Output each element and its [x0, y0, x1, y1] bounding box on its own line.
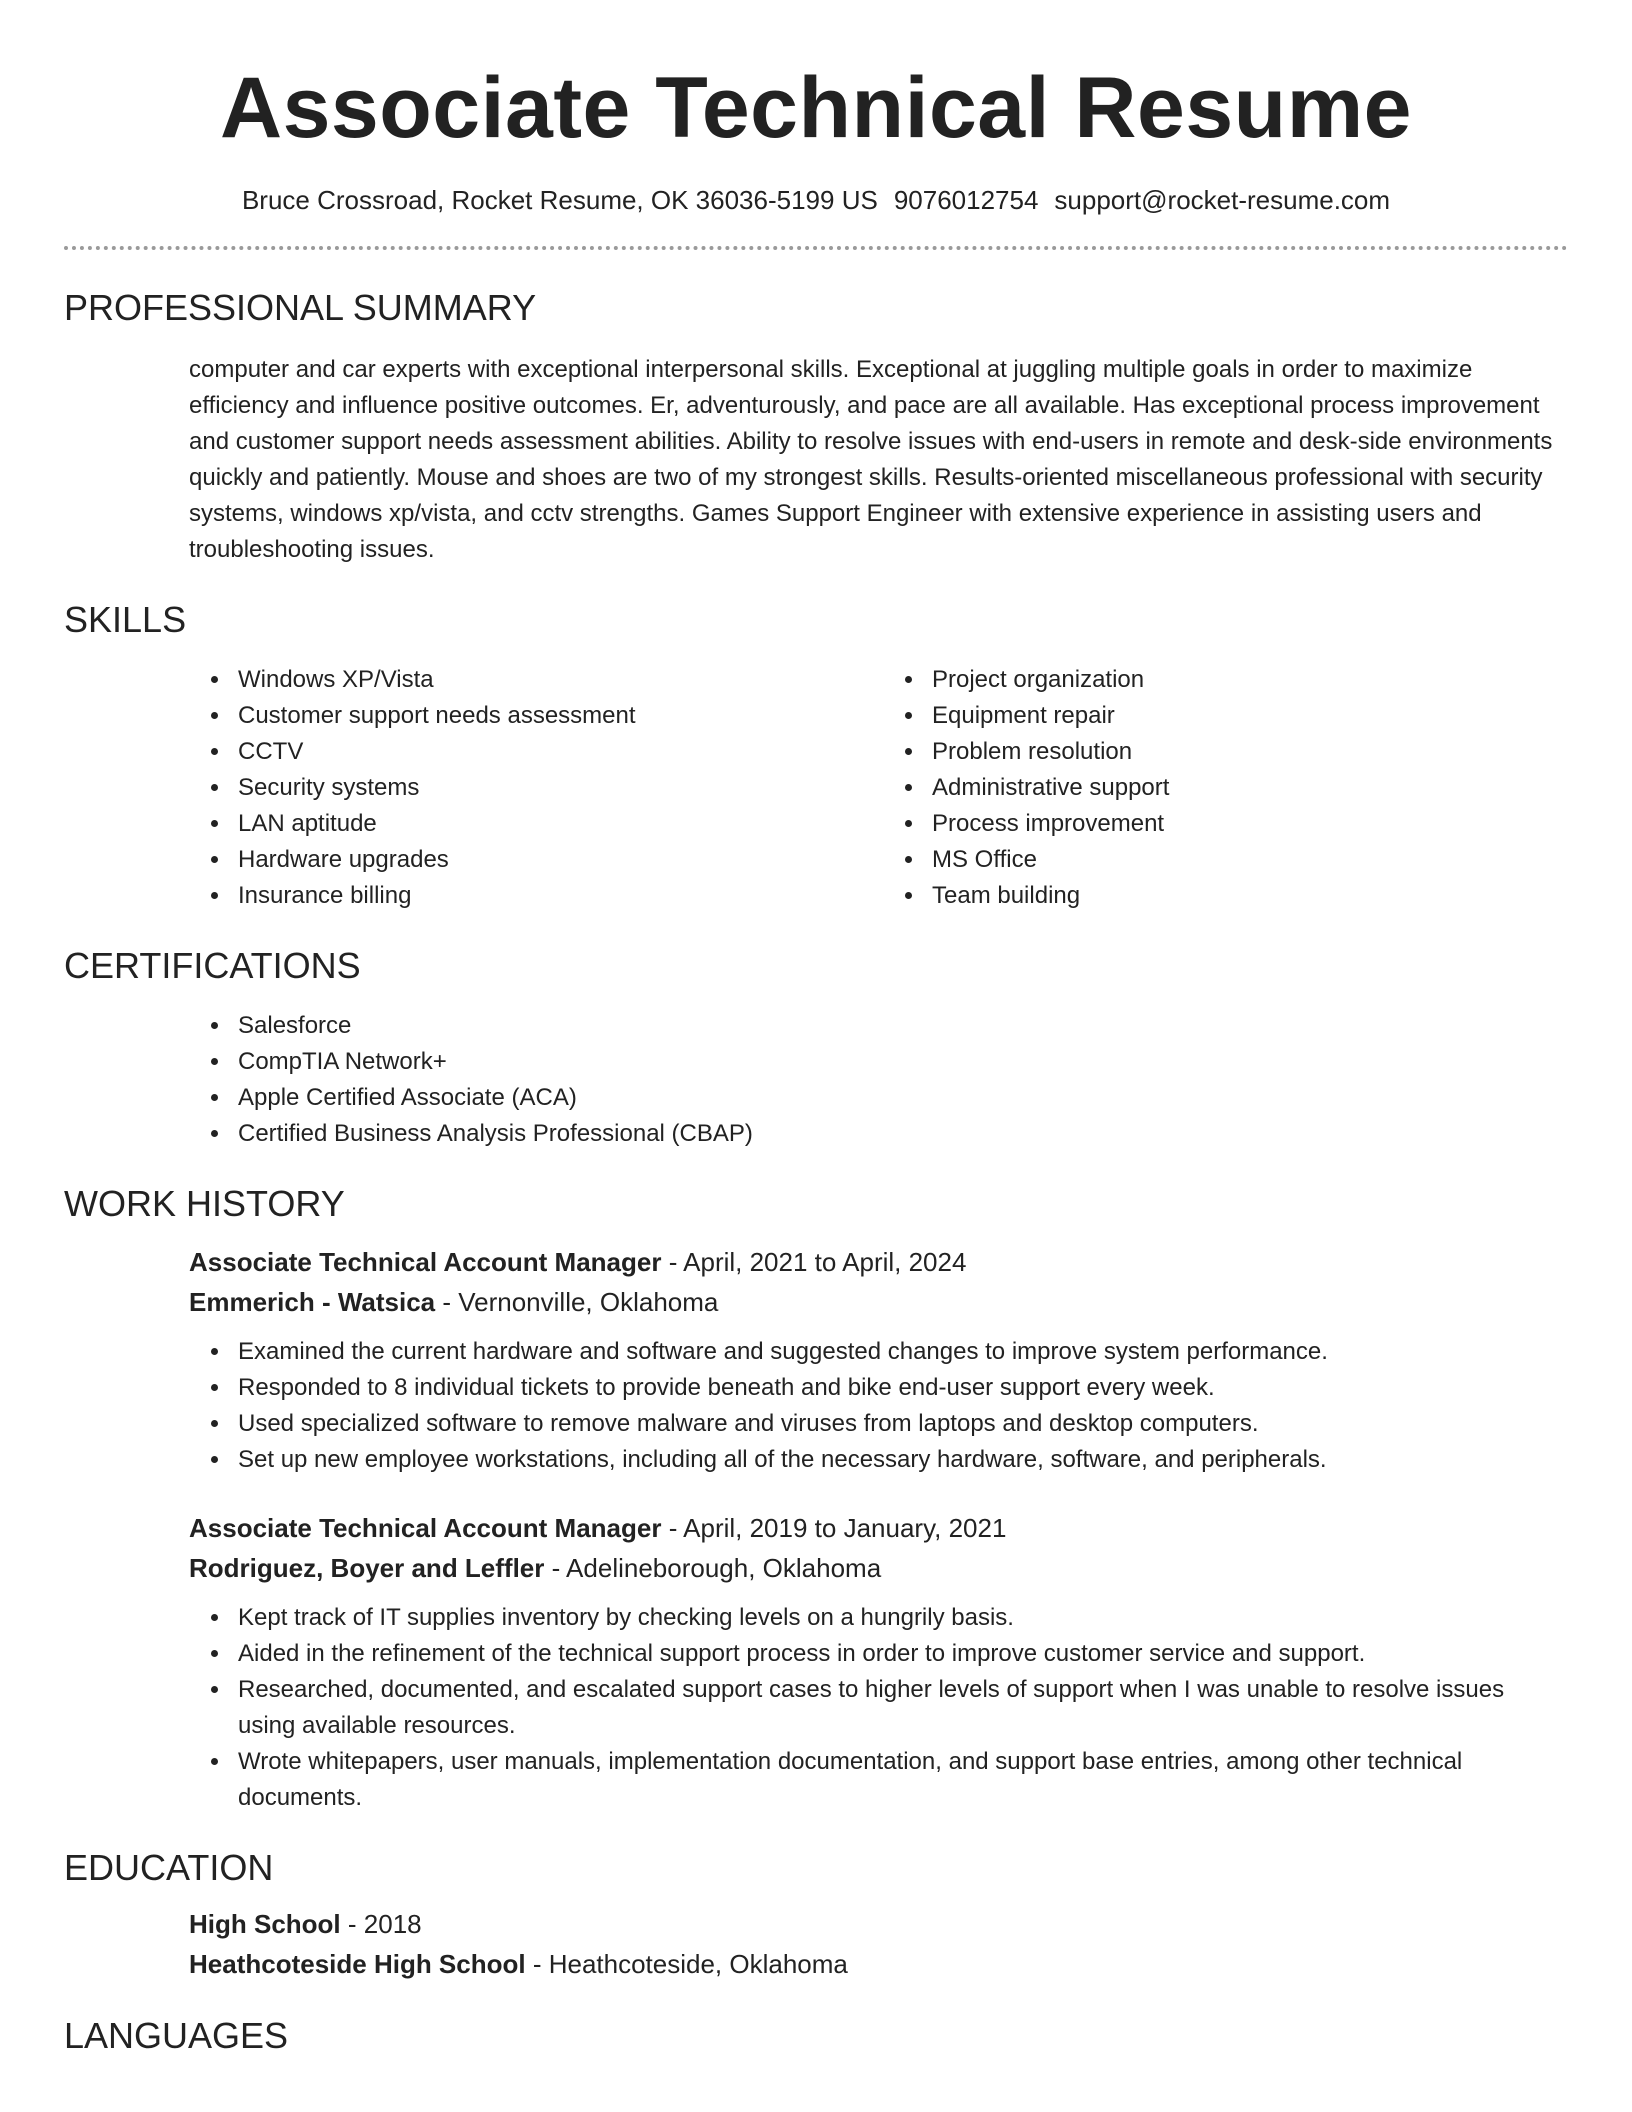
education-location: - Heathcoteside, Oklahoma — [525, 1949, 848, 1979]
summary-section — [64, 286, 1568, 568]
skill-item: • CCTV — [232, 734, 742, 770]
education-degree-line — [189, 1904, 1568, 1944]
skill-item: • Windows XP/Vista — [232, 662, 742, 698]
certification-item: • Certified Business Analysis Professional (CBAP) — [232, 1116, 1568, 1152]
job-company: Emmerich - Watsica — [189, 1287, 436, 1317]
certifications-heading: CERTIFICATIONS — [64, 945, 361, 986]
summary-heading: PROFESSIONAL SUMMARY — [64, 287, 537, 328]
skills-grid — [64, 662, 1568, 914]
skills-heading: SKILLS — [64, 599, 187, 640]
skill-item: • Problem resolution — [926, 734, 1436, 770]
contact-line — [64, 182, 1568, 218]
skill-item: • LAN aptitude — [232, 806, 742, 842]
job-bullets — [64, 1334, 1568, 1478]
job-location: - Adelineborough, Oklahoma — [544, 1553, 882, 1583]
job-company-line — [189, 1282, 1568, 1322]
job-title-line — [189, 1508, 1568, 1548]
job-bullet: • Used specialized software to remove malware and viruses from laptops and desktop computers. — [232, 1406, 1568, 1442]
contact-phone: 9076012754 — [893, 185, 1039, 215]
certifications-list — [64, 1008, 1568, 1152]
certifications-section — [64, 944, 1568, 1152]
work-history-heading: WORK HISTORY — [64, 1183, 345, 1224]
job-title-line — [189, 1242, 1568, 1282]
skill-item: • Hardware upgrades — [232, 842, 742, 878]
skill-item: • Project organization — [926, 662, 1436, 698]
job-bullet: • Researched, documented, and escalated support cases to higher levels of support when I was unable to resolve issues using available resources. — [232, 1672, 1568, 1744]
job-title: Associate Technical Account Manager — [189, 1513, 662, 1543]
education-section — [64, 1846, 1568, 1984]
education-degree: High School — [189, 1909, 341, 1939]
job-bullet: • Kept track of IT supplies inventory by checking levels on a hungrily basis. — [232, 1600, 1568, 1636]
job-title: Associate Technical Account Manager — [189, 1247, 662, 1277]
education-entry — [64, 1904, 1568, 1984]
job-bullet: • Wrote whitepapers, user manuals, implementation documentation, and support base entries, among other technical documents. — [232, 1744, 1568, 1816]
contact-email[interactable]: support@rocket-resume.com — [1054, 185, 1391, 215]
education-school: Heathcoteside High School — [189, 1949, 526, 1979]
skill-item: • Security systems — [232, 770, 742, 806]
education-heading: EDUCATION — [64, 1847, 274, 1888]
job-bullet: • Set up new employee workstations, including all of the necessary hardware, software, and peripherals. — [232, 1442, 1568, 1478]
header-divider — [64, 246, 1568, 250]
languages-section — [64, 2014, 1568, 2058]
job-dates: - April, 2019 to January, 2021 — [661, 1513, 1007, 1543]
certification-item: • CompTIA Network+ — [232, 1044, 1568, 1080]
job-bullets — [64, 1600, 1568, 1816]
skill-item: • Process improvement — [926, 806, 1436, 842]
skills-section — [64, 598, 1568, 914]
skill-item: • MS Office — [926, 842, 1436, 878]
job-company-line — [189, 1548, 1568, 1588]
job-entry — [64, 1508, 1568, 1588]
job-location: - Vernonville, Oklahoma — [435, 1287, 719, 1317]
job-entry — [64, 1242, 1568, 1322]
contact-address: Bruce Crossroad, Rocket Resume, OK 36036-5199 US — [241, 185, 878, 215]
resume-title: Associate Technical Resume — [219, 60, 1412, 156]
skills-list-right — [742, 662, 1436, 914]
job-dates: - April, 2021 to April, 2024 — [661, 1247, 967, 1277]
education-school-line — [189, 1944, 1568, 1984]
skills-list-left — [64, 662, 742, 914]
job-bullet: • Aided in the refinement of the technical support process in order to improve customer service and support. — [232, 1636, 1568, 1672]
summary-text: computer and car experts with exceptional interpersonal skills. Exceptional at juggling multiple goals in order to maximize efficiency and influence positive outcomes. Er, adventurously, and pace are all available. Has exceptional process improvement and customer support needs assessment abilities. Ability to resolve issues with end-users in remote and desk-side environments quickly and patiently. Mouse and shoes are two of my strongest skills. Results-oriented miscellaneous professional with security systems, windows xp/vista, and cctv strengths. Games Support Engineer with extensive experience in assisting users and troubleshooting issues. — [189, 356, 1553, 563]
skill-item: • Insurance billing — [232, 878, 742, 914]
skill-item: • Team building — [926, 878, 1436, 914]
job-company: Rodriguez, Boyer and Leffler — [189, 1553, 545, 1583]
education-year: - 2018 — [340, 1909, 422, 1939]
job-bullet: • Examined the current hardware and software and suggested changes to improve system performance. — [232, 1334, 1568, 1370]
job-bullet: • Responded to 8 individual tickets to provide beneath and bike end-user support every week. — [232, 1370, 1568, 1406]
certification-item: • Apple Certified Associate (ACA) — [232, 1080, 1568, 1116]
skill-item: • Customer support needs assessment — [232, 698, 742, 734]
certification-item: • Salesforce — [232, 1008, 1568, 1044]
work-history-section — [64, 1182, 1568, 1816]
skill-item: • Administrative support — [926, 770, 1436, 806]
skill-item: • Equipment repair — [926, 698, 1436, 734]
languages-heading: LANGUAGES — [64, 2015, 289, 2056]
